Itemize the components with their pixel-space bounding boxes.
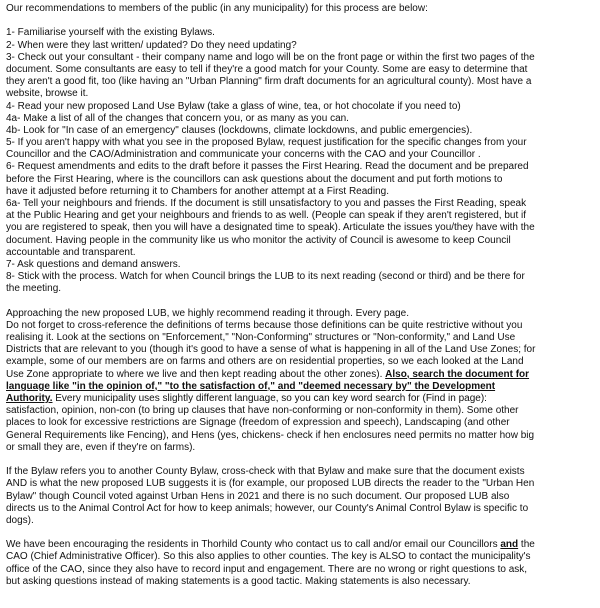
lub-text: Use Zone appropriate to where we live and then kept reading about the other zones). [6,368,386,380]
step-line: accountable and transparent. [6,246,136,258]
step-line: 3- Check out your consultant - their company name and logo will be on the front page or within the first two pages of the [6,51,535,63]
encourage-text: We have been encouraging the residents in Thorhild County who contact us to call and/or email our Councillors [6,539,501,551]
lub-paragraph [6,308,594,454]
paragraph-gap [6,15,594,27]
step-line: Councillor and the CAO/Administration and communicate your concerns with the CAO and your Councillor . [6,149,481,161]
step-line: 2- When were they last written/ updated? Do they need updating? [6,39,297,51]
bylaw-reference-paragraph [6,466,594,527]
lub-line [6,393,594,405]
lub-line: realising it. Look at the sections on "Enforcement," "Non-Conforming" structures or "Non-conformity," and Land Use [6,332,516,344]
lub-line: or small they are, even if they're on farms). [6,441,196,453]
paragraph-gap [6,454,594,466]
encouragement-paragraph [6,539,594,588]
step-line: 7- Ask questions and demand answers. [6,258,181,270]
paragraph-gap [6,296,594,308]
step-line: 4b- Look for "In case of an emergency" clauses (lockdowns, climate lockdowns, and public emergencies). [6,124,473,136]
step-line: at the Public Hearing and get your neighbours and friends to as well. (People can speak if they aren't registered, but if [6,210,526,222]
step-line: document. Having people in the community like us who monitor the activity of Council is awesome to keep Council [6,234,511,246]
step-line: website, browse it. [6,88,89,100]
lub-line [6,369,594,381]
paragraph-gap [6,527,594,539]
lub-line: Approaching the new proposed LUB, we highly recommend reading it through. Every page. [6,307,410,319]
step-line: 6a- Tell your neighbours and friends. If the document is still unsatisfactory to you and passes the First Reading, speak [6,198,527,209]
step-line: 1- Familiarise yourself with the existing Bylaws. [6,27,215,39]
step-line: before the First Hearing, where is the councillors can ask questions about the document and put forth motions to [6,173,503,185]
recommendation-steps [6,27,594,295]
emphasis-text: Also, search the document for [385,368,530,380]
lub-line [6,381,594,393]
encourage-line: but asking questions instead of making statements is a good tactic. Making statements is also necessary. [6,575,471,587]
bylaw-line: AND is what the new proposed LUB suggests it is (for example, our proposed LUB directs the reader to the "Urban Hen [6,478,535,490]
emphasis-text: and [500,539,519,551]
step-line: document. Some consultants are easy to tell if they're a good match for your County. Some are easy to determine that [6,63,528,75]
step-line: 4a- Make a list of all of the changes that concern you, or as many as you can. [6,112,349,124]
lub-line: Do not forget to cross-reference the definitions of terms because those definitions can be quite restrictive without you [6,319,523,331]
encourage-line: office of the CAO, since they also have to record input and engagement. There are no wrong or right questions to ask, [6,563,528,575]
lub-line: places to look for excessive restrictions are Signage (freedom of expression and speech), Landscaping (and other [6,417,510,429]
step-line: the meeting. [6,283,62,295]
bylaw-line: dogs). [6,514,34,526]
lub-line: General Requirements like Fencing), and Hens (yes, chickens- check if hen enclosures need permits no matter how big [6,429,535,441]
step-line: they aren't a good fit, too (like having an "Urban Planning" firm draft documents for an agricultural county). Most have a [6,76,532,88]
step-line: 5- If you aren't happy with what you see in the proposed Bylaw, request justification for the specific changes from your [6,137,527,149]
bylaw-line: If the Bylaw refers you to another County Bylaw, cross-check with that Bylaw and make sure that the document exists [6,466,525,478]
step-line: 6- Request amendments and edits to the draft before it passes the First Hearing. Read the document and be prepared [6,161,529,173]
lub-line: example, some of our members are on farms and others are on residential properties, so we each looked at the Land [6,356,524,368]
step-line: have it adjusted before returning it to Chambers for another attempt at a First Reading. [6,185,389,197]
encourage-text: the [518,539,535,551]
bylaw-line: directs us to the Animal Control Act for how to keep animals; however, our County's Animal Control Bylaw is specific to [6,502,529,514]
lub-line: Districts that are relevant to you (though it's good to have a sense of what is happening in all of the Land Use Zones; for [6,344,536,356]
lub-line: satisfaction, opinion, non-con (to bring up clauses that have non-conforming or non-conformity in them). Some other [6,405,519,417]
bylaw-line: Bylaw" though Council voted against Urban Hens in 2021 and there is no such document. Our proposed LUB also [6,490,510,502]
emphasis-text: language like "in the opinion of," "to the satisfaction of," and "deemed necessary by" the Development [6,380,496,392]
step-line: 4- Read your new proposed Land Use Bylaw (take a glass of wine, tea, or hot chocolate if you need to) [6,100,461,112]
lub-text: Every municipality uses slightly different language, so you can key word search for (Find in page): [52,393,487,404]
encourage-line: CAO (Chief Administrative Officer). So this also applies to other counties. The key is ALSO to contact the municipality's [6,551,531,563]
step-line: you are registered to speak, then you will have a designated time to speak). Articulate the issues you/they have with the [6,222,535,234]
intro-text: Our recommendations to members of the public (in any municipality) for this process are below: [6,3,428,14]
emphasis-text: Authority. [6,393,53,404]
encourage-line [6,539,594,551]
step-line: 8- Stick with the process. Watch for when Council brings the LUB to its next reading (second or third) and be there for [6,271,525,283]
